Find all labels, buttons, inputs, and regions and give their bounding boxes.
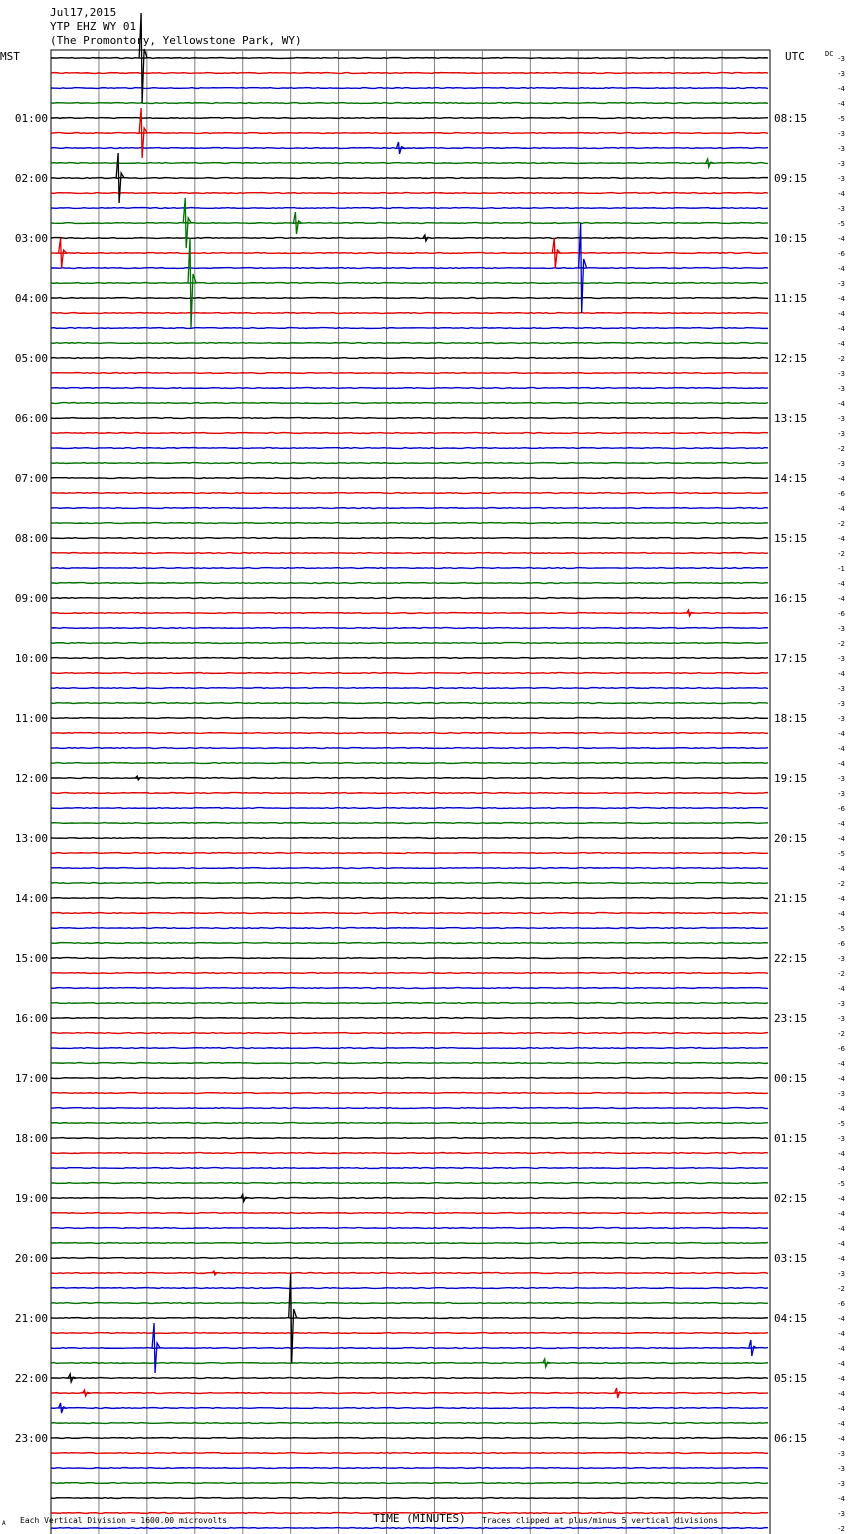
trace-row [51,1303,768,1304]
trace-row [51,1048,768,1049]
trace-row [51,1438,768,1439]
dc-offset-label: -5 [838,925,845,933]
trace-row [51,1243,768,1244]
mst-hour-label: 03:00 [14,232,48,245]
dc-offset-label: -4 [838,190,845,198]
trace-row [51,943,768,944]
mst-hour-label: 23:00 [14,1432,48,1445]
dc-offset-label: -3 [838,130,845,138]
trace-row [51,1288,768,1289]
trace-row [51,643,768,644]
mst-hour-label: 10:00 [14,652,48,665]
mst-hour-label: 01:00 [14,112,48,125]
mst-hour-label: 18:00 [14,1132,48,1145]
trace-row [51,778,768,779]
dc-offset-label: -5 [838,1120,845,1128]
trace-row [51,1498,768,1499]
utc-hour-label: 06:15 [774,1432,808,1445]
trace-row [51,373,768,374]
trace-row [51,523,768,524]
trace-row [51,1123,768,1124]
dc-offset-label: -4 [838,1165,845,1173]
dc-offset-label: -2 [838,520,845,528]
trace-row [51,838,768,839]
trace-row [51,1228,768,1229]
dc-offset-label: -3 [838,1270,845,1278]
dc-offset-label: -6 [838,1045,845,1053]
dc-offset-label: -4 [838,475,845,483]
trace-row [51,598,768,599]
dc-offset-label: -4 [838,1255,845,1263]
dc-offset-label: -2 [838,1525,845,1533]
trace-row [51,673,768,674]
utc-hour-label: 02:15 [774,1192,808,1205]
trace-row [51,868,768,869]
trace-row [51,898,768,899]
dc-offset-label: -3 [838,625,845,633]
utc-hour-label: 01:15 [774,1132,808,1145]
dc-offset-label: -3 [838,1135,845,1143]
dc-offset-label: -2 [838,640,845,648]
trace-row [51,583,768,584]
utc-hour-label: 09:15 [774,172,808,185]
trace-row [51,658,768,659]
mst-hour-label: 05:00 [14,352,48,365]
dc-offset-label: -6 [838,250,845,258]
trace-row [51,553,768,554]
dc-offset-label: -6 [838,610,845,618]
dc-offset-label: -3 [838,385,845,393]
trace-row [51,928,768,929]
dc-offset-label: -1 [838,565,845,573]
trace-row [51,1453,768,1454]
trace-row [51,283,768,284]
utc-hour-label: 19:15 [774,772,808,785]
dc-offset-label: -3 [838,55,845,63]
mst-hour-label: 12:00 [14,772,48,785]
dc-offset-label: -2 [838,1030,845,1038]
trace-row [51,688,768,689]
dc-offset-label: -4 [838,1435,845,1443]
dc-offset-label: -4 [838,670,845,678]
trace-row [51,988,768,989]
dc-offset-label: -4 [838,1375,845,1383]
trace-row [51,403,768,404]
dc-offset-label: -4 [838,535,845,543]
dc-offset-label: -4 [838,985,845,993]
trace-row [51,163,768,164]
trace-row [51,718,768,719]
mst-hour-label: 09:00 [14,592,48,605]
dc-offset-label: -3 [838,1000,845,1008]
trace-row [51,58,768,59]
dc-offset-label: -3 [838,1465,845,1473]
utc-hour-label: 03:15 [774,1252,808,1265]
dc-offset-label: -3 [838,1015,845,1023]
utc-hour-label: 14:15 [774,472,808,485]
dc-offset-label: -2 [838,880,845,888]
mst-hour-label: 07:00 [14,472,48,485]
trace-row [51,1408,768,1409]
trace-row [51,748,768,749]
utc-hour-label: 00:15 [774,1072,808,1085]
dc-offset-label: -4 [838,1210,845,1218]
trace-row [51,178,768,179]
trace-row [51,913,768,914]
division-note: Each Vertical Division = 1600.00 microvolts [20,1516,228,1525]
dc-offset-label: -4 [838,1330,845,1338]
dc-offset-label: -4 [838,865,845,873]
dc-offset-label: -4 [838,1060,845,1068]
utc-hour-label: 13:15 [774,412,808,425]
trace-row [51,358,768,359]
dc-offset-label: -4 [838,745,845,753]
trace-row [51,1348,768,1349]
trace-row [51,118,768,119]
utc-hour-label: 05:15 [774,1372,808,1385]
dc-offset-label: -3 [838,280,845,288]
dc-offset-label: -3 [838,1090,845,1098]
utc-hour-label: 10:15 [774,232,808,245]
trace-row [51,808,768,809]
trace-row [51,883,768,884]
dc-offset-label: -3 [838,685,845,693]
utc-hour-label: 17:15 [774,652,808,665]
x-axis-title: TIME (MINUTES) [373,1512,466,1525]
mst-hour-label: 11:00 [14,712,48,725]
trace-row [51,763,768,764]
trace-row [51,1273,768,1274]
dc-offset-label: -2 [838,1285,845,1293]
dc-offset-label: -2 [838,550,845,558]
dc-offset-label: -4 [838,760,845,768]
trace-row [51,208,768,209]
dc-offset-label: -3 [838,70,845,78]
trace-row [51,1063,768,1064]
dc-offset-label: -3 [838,1450,845,1458]
dc-offset-label: -4 [838,895,845,903]
utc-hour-label: 04:15 [774,1312,808,1325]
trace-row [51,1528,768,1529]
dc-offset-label: -5 [838,1180,845,1188]
dc-offset-label: -3 [838,715,845,723]
dc-offset-label: -4 [838,400,845,408]
trace-row [51,1078,768,1079]
plot-frame [51,50,770,1534]
dc-offset-label: -4 [838,1075,845,1083]
dc-offset-label: -4 [838,1240,845,1248]
dc-offset-label: -4 [838,1225,845,1233]
utc-hour-label: 15:15 [774,532,808,545]
dc-offset-label: -4 [838,595,845,603]
trace-row [51,613,768,614]
dc-offset-label: -4 [838,295,845,303]
trace-row [51,418,768,419]
mst-hour-label: 22:00 [14,1372,48,1385]
mst-hour-label: 14:00 [14,892,48,905]
dc-offset-label: -4 [838,1420,845,1428]
trace-row [51,568,768,569]
location-label: (The Promontory, Yellowstone Park, WY) [50,34,302,47]
dc-offset-label: -6 [838,805,845,813]
trace-row [51,298,768,299]
trace-row [51,1183,768,1184]
trace-row [51,148,768,149]
dc-offset-label: -3 [838,700,845,708]
utc-hour-label: 18:15 [774,712,808,725]
trace-row [51,133,768,134]
dc-offset-label: -5 [838,850,845,858]
dc-offset-label: -4 [838,835,845,843]
trace-row [51,193,768,194]
trace-row [51,1423,768,1424]
trace-row [51,253,768,254]
dc-offset-label: -3 [838,205,845,213]
trace-row [51,88,768,89]
dc-offset-label: -3 [838,370,845,378]
clip-note: Traces clipped at plus/minus 5 vertical divisions [482,1516,719,1525]
trace-row [51,1168,768,1169]
utc-hour-label: 12:15 [774,352,808,365]
dc-offset-label: -5 [838,115,845,123]
trace-row [51,268,768,269]
dc-offset-label: -4 [838,1495,845,1503]
utc-hour-label: 16:15 [774,592,808,605]
dc-offset-label: -4 [838,730,845,738]
trace-row [51,1093,768,1094]
dc-offset-label: -4 [838,505,845,513]
mst-hour-label: 13:00 [14,832,48,845]
mst-hour-label: 15:00 [14,952,48,965]
dc-offset-label: -4 [838,820,845,828]
mst-axis-label: MST [0,50,20,63]
dc-offset-label: -2 [838,970,845,978]
trace-row [51,1213,768,1214]
utc-axis-label: UTC [785,50,805,63]
mst-hour-label: 17:00 [14,1072,48,1085]
dc-offset-label: -3 [838,955,845,963]
dc-offset-label: -4 [838,1105,845,1113]
trace-row [51,1318,768,1319]
dc-offset-label: -2 [838,445,845,453]
dc-offset-label: -4 [838,1315,845,1323]
trace-row [51,973,768,974]
trace-row [51,493,768,494]
utc-hour-label: 08:15 [774,112,808,125]
dc-offset-label: -4 [838,910,845,918]
dc-offset-label: -3 [838,790,845,798]
trace-row [51,793,768,794]
utc-hour-label: 11:15 [774,292,808,305]
mst-hour-label: 06:00 [14,412,48,425]
dc-offset-label: -4 [838,265,845,273]
dc-offset-label: -4 [838,1405,845,1413]
trace-row [51,328,768,329]
dc-offset-label: -4 [838,310,845,318]
trace-row [51,1483,768,1484]
trace-row [51,733,768,734]
trace-row [51,1138,768,1139]
trace-row [51,343,768,344]
dc-offset-label: -4 [838,1150,845,1158]
dc-offset-label: -3 [838,655,845,663]
trace-row [51,958,768,959]
trace-row [51,1003,768,1004]
mst-hour-label: 21:00 [14,1312,48,1325]
trace-row [51,313,768,314]
dc-offset-label: -3 [838,145,845,153]
dc-offset-label: -3 [838,175,845,183]
mst-hour-label: 02:00 [14,172,48,185]
utc-hour-label: 23:15 [774,1012,808,1025]
date-label: Jul17,2015 [50,6,117,19]
mst-hour-label: 20:00 [14,1252,48,1265]
dc-offset-label: -4 [838,1360,845,1368]
mst-hour-label: 04:00 [14,292,48,305]
trace-row [51,463,768,464]
dc-offset-label: -4 [838,1390,845,1398]
utc-hour-label: 20:15 [774,832,808,845]
trace-row [51,1363,768,1364]
trace-row [51,1378,768,1379]
dc-offset-label: -4 [838,100,845,108]
trace-row [51,703,768,704]
dc-offset-label: -3 [838,415,845,423]
trace-row [51,1108,768,1109]
dc-offset-label: -6 [838,490,845,498]
trace-row [51,388,768,389]
trace-row [51,478,768,479]
trace-row [51,1198,768,1199]
trace-row [51,1153,768,1154]
dc-offset-label: -3 [838,1510,845,1518]
trace-row [51,508,768,509]
station-label: YTP EHZ WY 01 [50,20,137,33]
dc-offset-label: -3 [838,1480,845,1488]
dc-offset-label: -5 [838,220,845,228]
corner-mark: A [2,1520,6,1527]
dc-offset-label: -6 [838,1300,845,1308]
dc-offset-label: -4 [838,85,845,93]
trace-row [51,1033,768,1034]
dc-offset-label: -3 [838,460,845,468]
trace-row [51,823,768,824]
trace-row [51,853,768,854]
mst-hour-label: 08:00 [14,532,48,545]
trace-row [51,238,768,239]
dc-offset-label: -6 [838,940,845,948]
trace-row [51,433,768,434]
dc-offset-label: -2 [838,355,845,363]
dc-offset-label: -3 [838,775,845,783]
trace-row [51,448,768,449]
trace-row [51,103,768,104]
trace-row [51,1333,768,1334]
dc-offset-label: -4 [838,340,845,348]
mst-hour-label: 16:00 [14,1012,48,1025]
dc-offset-label: -3 [838,430,845,438]
dc-offset-label: -4 [838,580,845,588]
dc-offset-label: -3 [838,160,845,168]
trace-row [51,73,768,74]
dc-offset-label: -4 [838,1195,845,1203]
trace-row [51,628,768,629]
dc-offset-label: -4 [838,325,845,333]
utc-hour-label: 21:15 [774,892,808,905]
trace-row [51,223,768,224]
utc-hour-label: 22:15 [774,952,808,965]
dc-label: DC [825,50,834,58]
trace-row [51,1468,768,1469]
trace-row [51,1018,768,1019]
trace-row [51,538,768,539]
trace-row [51,1393,768,1394]
trace-row [51,1258,768,1259]
dc-offset-label: -4 [838,235,845,243]
mst-hour-label: 19:00 [14,1192,48,1205]
dc-offset-label: -4 [838,1345,845,1353]
